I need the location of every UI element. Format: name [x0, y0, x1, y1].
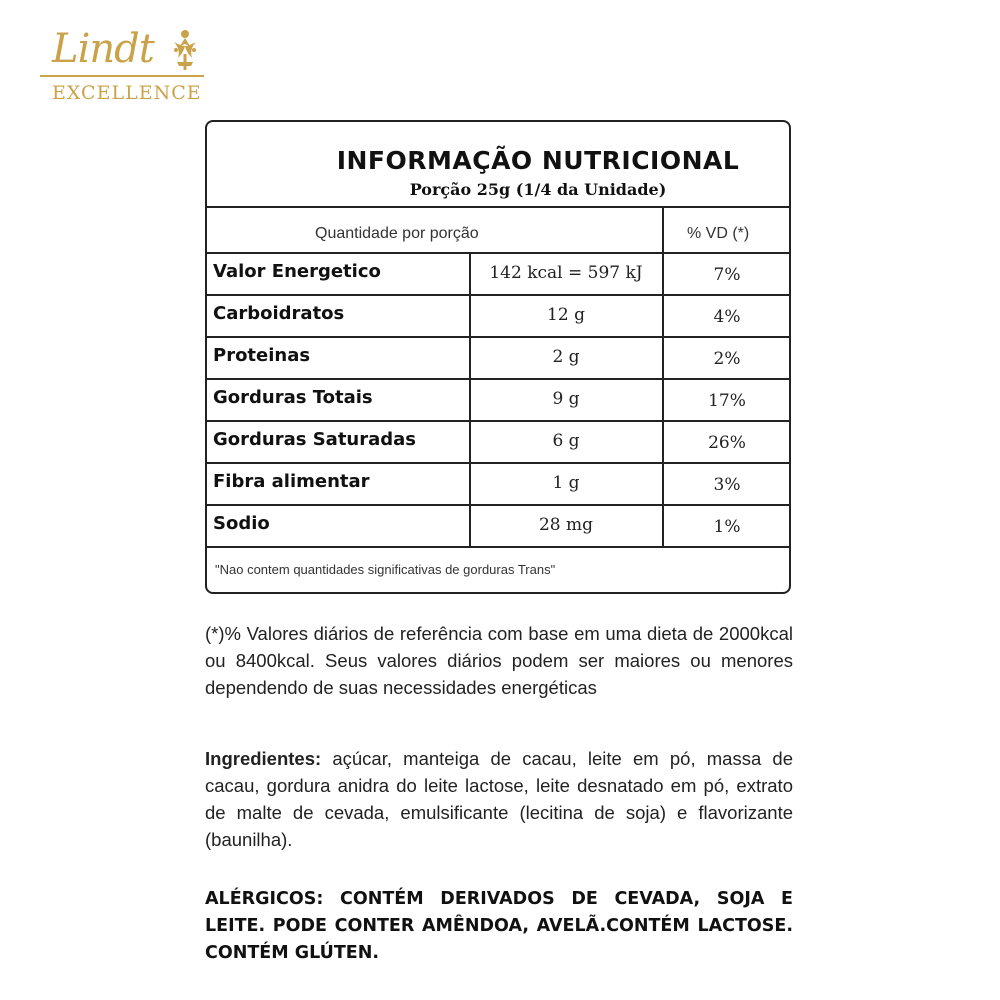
- ingredients-text: açúcar, manteiga de cacau, leite em pó, massa de cacau, gordura anidra do leite lactose, leite desnatado em pó, extrato de malte de cevada, emulsificante (lecitina de soja) e flavorizante (baunilha).: [205, 748, 793, 850]
- nutrient-quantity: 1 g: [552, 473, 580, 493]
- trans-fat-note: "Nao contem quantidades significativas de gorduras Trans": [215, 562, 556, 577]
- nutrient-quantity: 28 mg: [538, 515, 594, 535]
- nutrition-title: INFORMAÇÃO NUTRICIONAL: [336, 146, 740, 175]
- nutrient-label: Gorduras Saturadas: [213, 429, 417, 450]
- brand-logo: [40, 22, 210, 112]
- allergens-warning: ALÉRGICOS: CONTÉM DERIVADOS DE CEVADA, SOJA E LEITE. PODE CONTER AMÊNDOA, AVELÃ.CONTÉM LACTOSE. CONTÉM GLÚTEN.: [205, 889, 793, 963]
- nutrient-quantity: 12 g: [547, 305, 585, 325]
- nutrient-quantity: 142 kcal = 597 kJ: [489, 263, 643, 283]
- golden-crest-icon: [168, 28, 202, 74]
- nutrient-label: Valor Energetico: [213, 261, 381, 282]
- nutrient-quantity: 2 g: [552, 347, 580, 367]
- nutrient-label: Carboidratos: [213, 303, 345, 324]
- header-daily-value: % VD (*): [687, 225, 750, 242]
- nutrient-daily-value: 2%: [713, 349, 741, 369]
- nutrient-daily-value: 26%: [708, 433, 746, 453]
- nutrient-quantity: 6 g: [552, 431, 580, 451]
- nutrient-label: Gorduras Totais: [213, 387, 373, 408]
- nutrient-label: Sodio: [213, 513, 270, 534]
- table-row: [207, 337, 789, 378]
- header-quantity: Quantidade por porção: [315, 225, 479, 242]
- ingredients-paragraph: [205, 745, 793, 853]
- ingredients-label: Ingredientes:: [205, 748, 322, 769]
- nutrient-daily-value: 17%: [708, 391, 746, 411]
- divider: [207, 206, 789, 208]
- daily-value-note: (*)% Valores diários de referência com base em uma dieta de 2000kcal ou 8400kcal. Seus valores diários podem ser maiores ou menores dependendo de suas necessidades energéticas: [205, 623, 793, 698]
- nutrient-daily-value: 3%: [713, 475, 741, 495]
- nutrient-daily-value: 1%: [713, 517, 741, 537]
- nutrient-quantity: 9 g: [552, 389, 580, 409]
- table-row: [207, 295, 789, 336]
- nutrient-daily-value: 7%: [713, 265, 741, 285]
- table-row: [207, 421, 789, 462]
- nutrient-daily-value: 4%: [713, 307, 741, 327]
- nutrient-label: Proteinas: [213, 345, 311, 366]
- portion-size: Porção 25g (1/4 da Unidade): [409, 180, 667, 199]
- table-row: [207, 379, 789, 420]
- logo-script-text: Lindt: [52, 26, 154, 72]
- table-row: [207, 253, 789, 294]
- nutrition-facts-table: [205, 120, 791, 594]
- nutrient-label: Fibra alimentar: [213, 471, 370, 492]
- table-row: [207, 463, 789, 504]
- logo-divider: [40, 75, 204, 77]
- divider: [207, 546, 789, 548]
- table-row: [207, 505, 789, 546]
- logo-subtitle: EXCELLENCE: [52, 82, 202, 104]
